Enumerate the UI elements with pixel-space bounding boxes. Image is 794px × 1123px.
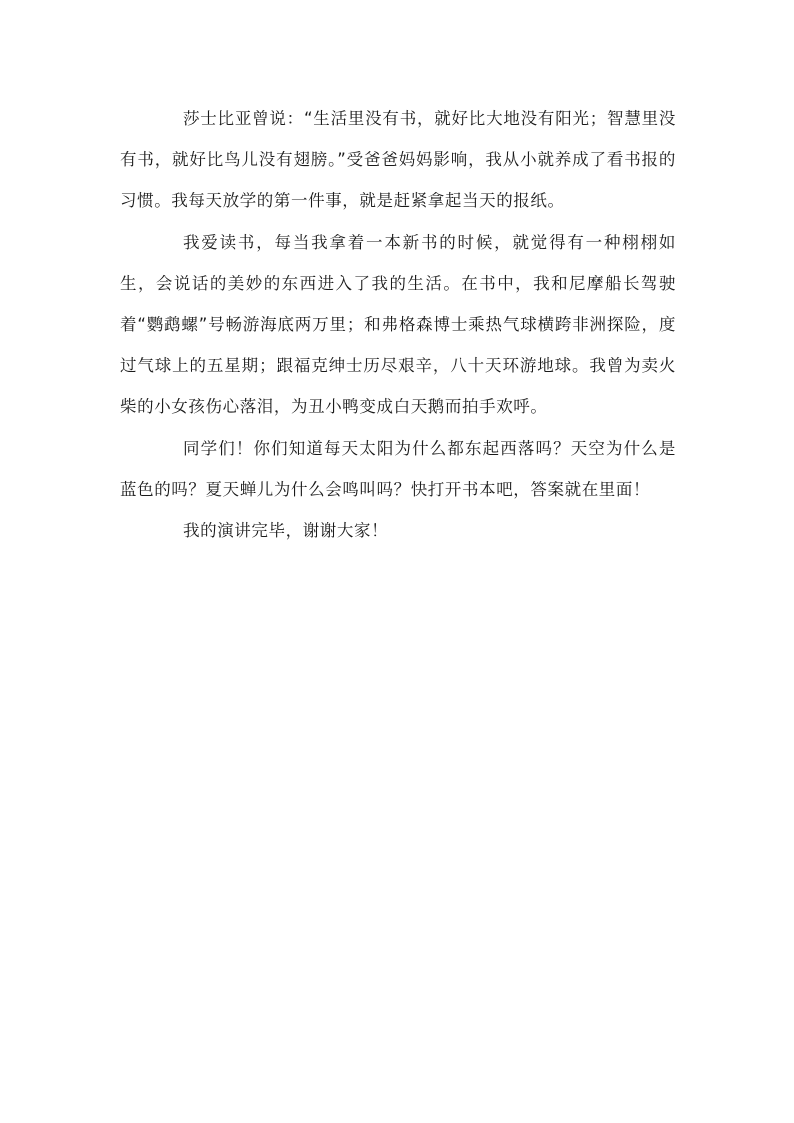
paragraph-shakespeare-quote: 莎士比亚曾说：“生活里没有书，就好比大地没有阳光；智慧里没有书，就好比鸟儿没有翅膀。”受爸爸妈妈影响，我从小就养成了看书报的习惯。我每天放学的第一件事，就是赶紧拿起当天的报纸。 — [120, 109, 676, 211]
paragraph-love-reading: 我爱读书，每当我拿着一本新书的时候，就觉得有一种栩栩如生，会说话的美妙的东西进入了我的生活。在书中，我和尼摩船长驾驶着“鹦鹉螺”号畅游海底两万里；和弗格森博士乘热气球横跨非洲探险，度过气球上的五星期；跟福克绅士历尽艰辛，八十天环游地球。我曾为卖火柴的小女孩伤心落泪，为丑小鸭变成白天鹅而拍手欢呼。 — [120, 232, 676, 417]
paragraph-closing: 我的演讲完毕，谢谢大家！ — [183, 521, 389, 541]
paragraph-questions: 同学们！你们知道每天太阳为什么都东起西落吗？天空为什么是蓝色的吗？夏天蝉儿为什么会鸣叫吗？快打开书本吧，答案就在里面！ — [120, 438, 676, 499]
document-body — [120, 98, 676, 551]
